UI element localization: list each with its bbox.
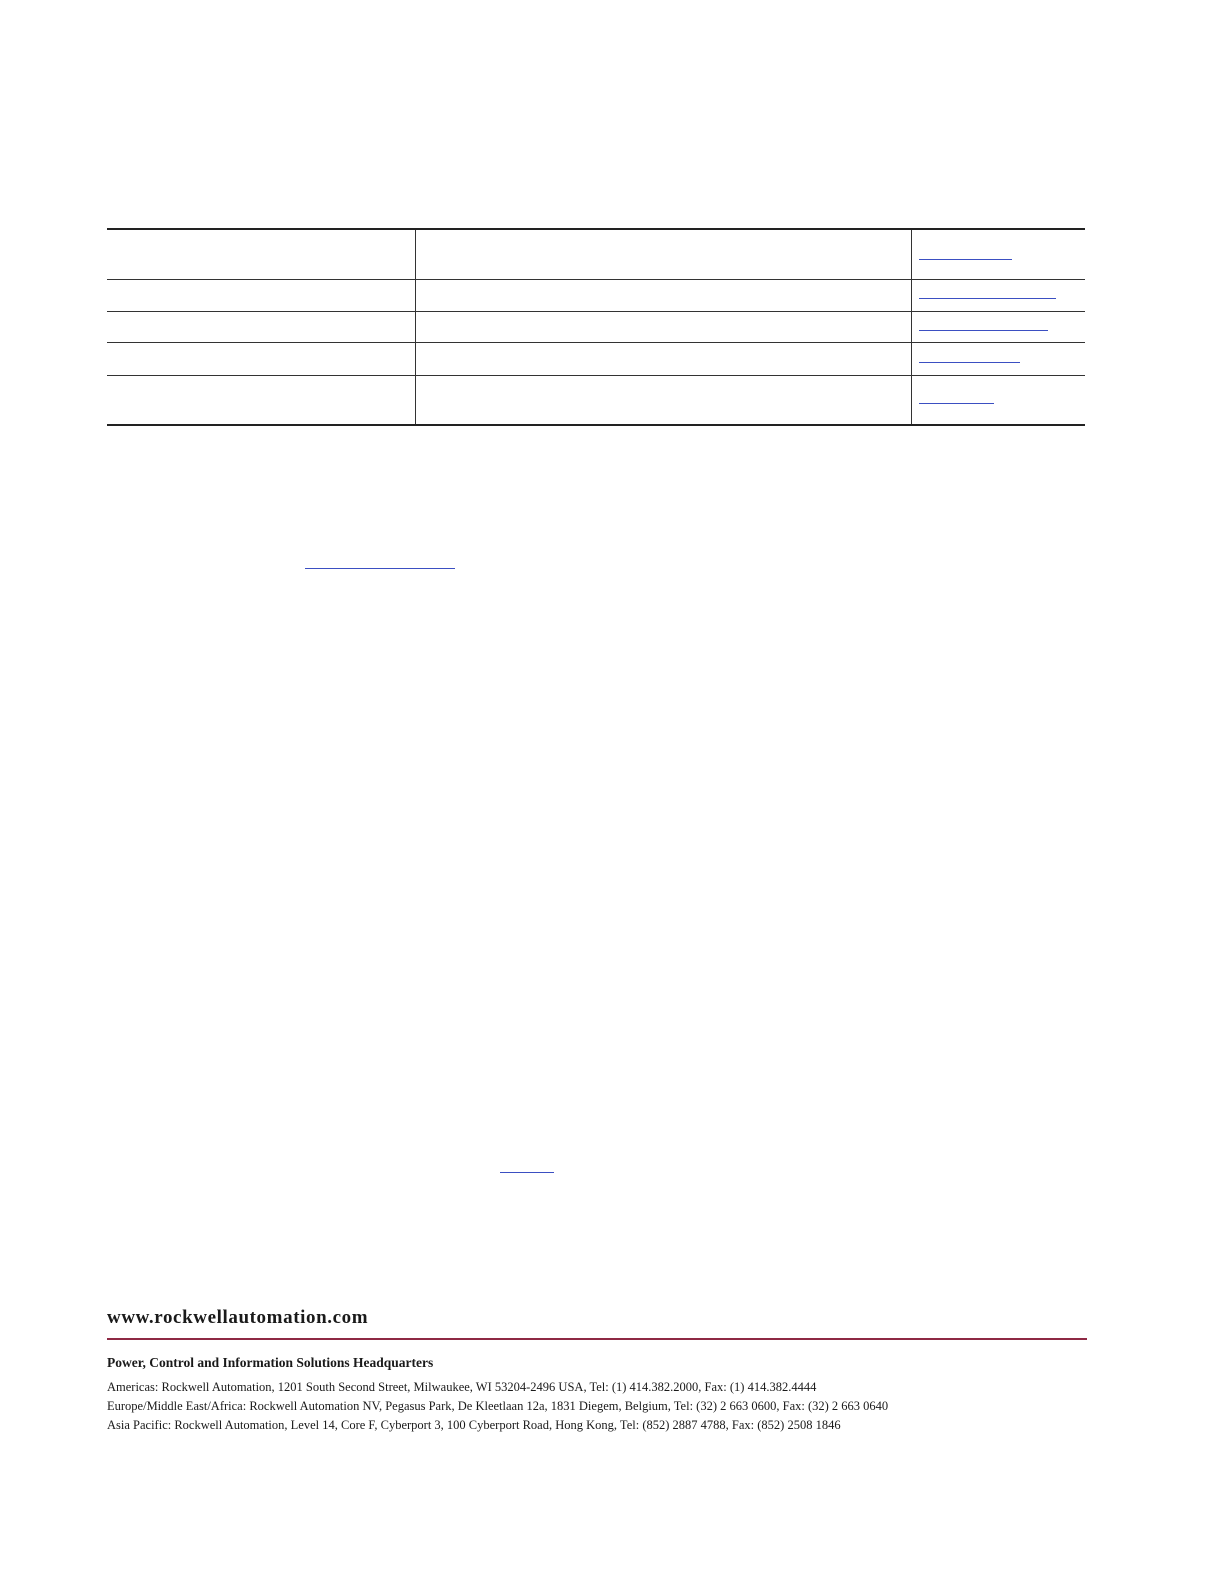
resource-link[interactable] bbox=[919, 298, 1056, 299]
table-cell-description bbox=[416, 312, 912, 342]
table-cell-link bbox=[912, 343, 1085, 375]
address-asia: Asia Pacific: Rockwell Automation, Level 14, Core F, Cyberport 3, 100 Cyberport Road, Hong Kong, Tel: (852) 2887 4788, Fax: (852) 2508 1846 bbox=[107, 1418, 841, 1432]
table-row bbox=[107, 376, 1085, 424]
address-americas: Americas: Rockwell Automation, 1201 South Second Street, Milwaukee, WI 53204-2496 USA, Tel: (1) 414.382.2000, Fax: (1) 414.382.4444 bbox=[107, 1380, 817, 1394]
table-cell-topic bbox=[107, 376, 416, 424]
resource-link[interactable] bbox=[919, 259, 1012, 260]
resource-link[interactable] bbox=[919, 403, 994, 404]
table-cell-topic bbox=[107, 343, 416, 375]
table-row bbox=[107, 280, 1085, 312]
footer-divider bbox=[107, 1338, 1087, 1340]
table-cell-link bbox=[912, 376, 1085, 424]
support-resources-table bbox=[107, 228, 1085, 426]
table-cell-link bbox=[912, 280, 1085, 311]
table-row bbox=[107, 343, 1085, 376]
table-cell-link bbox=[912, 312, 1085, 342]
table-row bbox=[107, 312, 1085, 343]
support-link[interactable] bbox=[500, 1172, 554, 1173]
table-cell-topic bbox=[107, 280, 416, 311]
resource-link[interactable] bbox=[919, 362, 1020, 363]
literature-library-link[interactable] bbox=[305, 568, 455, 569]
table-cell-link bbox=[912, 230, 1085, 279]
website-url[interactable]: www.rockwellautomation.com bbox=[107, 1307, 369, 1328]
table-cell-description bbox=[416, 280, 912, 311]
table-row bbox=[107, 230, 1085, 280]
address-europe: Europe/Middle East/Africa: Rockwell Automation NV, Pegasus Park, De Kleetlaan 12a, 1831 Diegem, Belgium, Tel: (32) 2 663 0600, Fax: (32) 2 663 0640 bbox=[107, 1399, 889, 1413]
table-cell-description bbox=[416, 376, 912, 424]
headquarters-title: Power, Control and Information Solutions Headquarters bbox=[107, 1355, 434, 1370]
footer bbox=[107, 1306, 1087, 1435]
table-cell-topic bbox=[107, 312, 416, 342]
table-cell-description bbox=[416, 230, 912, 279]
resource-link[interactable] bbox=[919, 330, 1048, 331]
table-cell-topic bbox=[107, 230, 416, 279]
table-cell-description bbox=[416, 343, 912, 375]
